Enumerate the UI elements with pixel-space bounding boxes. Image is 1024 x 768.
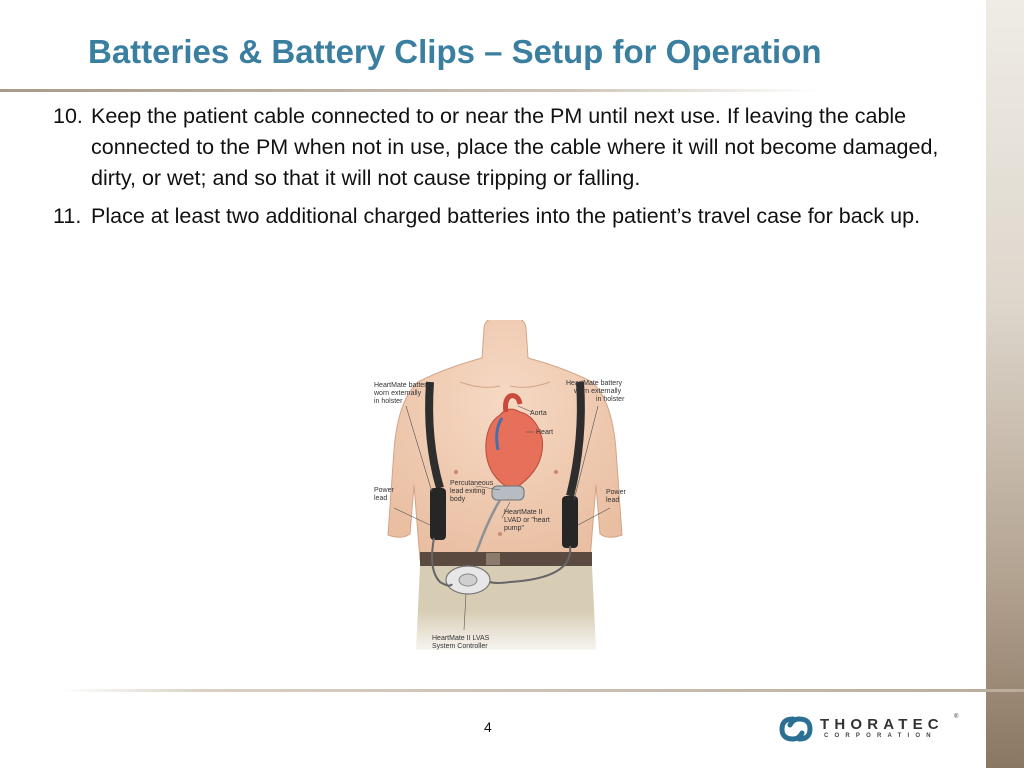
label-battery-left: HeartMate battery worn externally in holster	[374, 382, 431, 405]
step-text: Keep the patient cable connected to or near the PM until next use. If leaving the cable connected to the PM when not in use, place the cable where it will not become damaged, dirty, or wet; and so that it will not cause tripping or falling.	[91, 104, 939, 190]
footer-divider	[62, 689, 1024, 692]
lvad-illustration	[360, 320, 650, 660]
label-power-lead-right: Power lead	[606, 489, 626, 504]
thoratec-logo	[778, 712, 963, 746]
step-text: Place at least two additional charged batteries into the patient’s travel case for back up.	[91, 204, 921, 228]
logo-subtitle: CORPORATION	[824, 733, 937, 739]
label-controller: HeartMate II LVAS System Controller	[432, 635, 490, 650]
instruction-list	[53, 101, 981, 239]
logo-wordmark: THORATEC	[820, 716, 944, 733]
page-number: 4	[484, 719, 492, 735]
slide-title: Batteries & Battery Clips – Setup for Operation	[88, 33, 822, 70]
title-divider	[0, 89, 820, 92]
list-item	[53, 101, 981, 194]
thoratec-logo-icon	[778, 714, 814, 744]
step-number: 11.	[53, 204, 82, 228]
label-aorta: Aorta	[530, 410, 547, 417]
label-lvad: HeartMate II LVAD or "heart pump"	[504, 509, 550, 532]
decorative-side-band	[986, 0, 1024, 768]
list-item	[53, 201, 981, 232]
registered-mark: ®	[954, 714, 959, 720]
label-battery-right: HeartMate battery worn externally in holster	[566, 380, 625, 403]
step-number: 10.	[53, 104, 83, 128]
label-power-lead-left: Power lead	[374, 487, 394, 502]
label-percutaneous: Percutaneous lead exiting body	[450, 480, 494, 503]
label-heart: Heart	[536, 429, 554, 436]
lvad-illustration-svg	[360, 320, 650, 660]
